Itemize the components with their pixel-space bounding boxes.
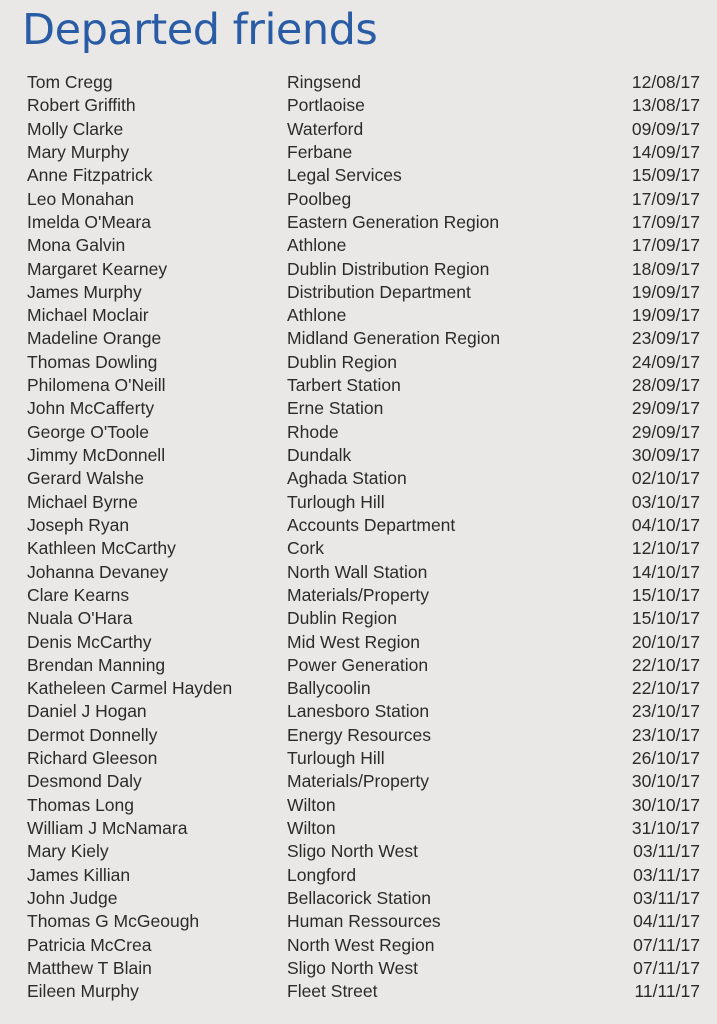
list-item [0, 677, 717, 700]
entry-name: Mona Galvin [27, 235, 126, 256]
entry-date: 22/10/17 [631, 678, 700, 699]
entry-location: Poolbeg [287, 188, 352, 209]
entry-name: Madeline Orange [27, 328, 162, 349]
entry-location: Longford [287, 864, 357, 885]
entry-name: Denis McCarthy [27, 631, 152, 652]
entry-name: Dermot Donnelly [27, 724, 158, 745]
entry-date: 23/09/17 [631, 328, 700, 349]
entry-name: Philomena O'Neill [27, 375, 166, 396]
list-item [0, 141, 717, 164]
entry-name: William J McNamara [27, 818, 188, 838]
entry-name: James Killian [27, 864, 131, 885]
entry-name: Margaret Kearney [27, 258, 168, 279]
entry-date: 03/11/17 [633, 864, 700, 885]
list-item [0, 258, 717, 281]
list-item [0, 631, 717, 654]
entry-date: 15/09/17 [631, 165, 700, 186]
list-item [0, 304, 717, 327]
list-item [0, 188, 717, 211]
list-item [0, 794, 717, 817]
entry-date: 20/10/17 [631, 631, 700, 652]
entry-name: Eileen Murphy [27, 981, 139, 1002]
entry-location: Human Ressources [287, 911, 441, 932]
entry-name: Kathleen McCarthy [27, 538, 176, 559]
entry-name: Patricia McCrea [27, 934, 152, 955]
entry-name: Tom Cregg [27, 72, 113, 92]
list-item [0, 910, 717, 933]
entry-location: Dublin Region [287, 351, 397, 372]
list-item [0, 491, 717, 514]
entry-date: 28/09/17 [631, 375, 700, 396]
list-item [0, 118, 717, 141]
entry-location: Bellacorick Station [287, 887, 431, 908]
entry-date: 22/10/17 [631, 654, 700, 675]
entry-name: Nuala O'Hara [27, 608, 133, 629]
list-item [0, 561, 717, 584]
entry-location: Sligo North West [287, 957, 418, 978]
list-item [0, 211, 717, 234]
entry-location: Ringsend [287, 72, 361, 92]
entry-date: 29/09/17 [631, 421, 700, 442]
entry-location: Accounts Department [287, 514, 456, 535]
entry-date: 02/10/17 [631, 468, 700, 489]
entry-name: Thomas Dowling [27, 351, 158, 372]
entry-name: Katheleen Carmel Hayden [27, 678, 233, 699]
entry-name: Imelda O'Meara [27, 211, 151, 232]
entry-name: Jimmy McDonnell [27, 445, 166, 465]
entry-name: Thomas Long [27, 794, 135, 815]
entry-date: 12/08/17 [631, 72, 700, 92]
entry-name: Richard Gleeson [27, 748, 158, 769]
entry-location: Ferbane [287, 141, 353, 162]
list-item [0, 281, 717, 304]
entry-name: Desmond Daly [27, 771, 142, 792]
entry-location: Athlone [287, 235, 347, 256]
entry-location: Materials/Property [287, 584, 429, 605]
list-item [0, 654, 717, 677]
entry-date: 23/10/17 [631, 701, 700, 722]
entry-date: 11/11/17 [634, 981, 700, 1002]
entry-location: Rhode [287, 421, 339, 442]
entry-location: Dublin Region [287, 608, 397, 629]
entry-date: 17/09/17 [631, 235, 700, 256]
entry-date: 03/11/17 [633, 841, 700, 862]
entry-location: Distribution Department [287, 281, 471, 302]
list-item [0, 864, 717, 887]
entry-name: John Judge [27, 887, 118, 908]
entry-name: James Murphy [27, 281, 142, 302]
entry-date: 17/09/17 [631, 188, 700, 209]
entry-date: 15/10/17 [631, 608, 700, 629]
entry-date: 30/10/17 [631, 794, 700, 815]
list-item [0, 934, 717, 957]
entry-date: 26/10/17 [631, 748, 700, 769]
list-item [0, 840, 717, 863]
list-item [0, 467, 717, 490]
entry-date: 19/09/17 [631, 281, 700, 302]
entry-date: 14/10/17 [631, 561, 700, 582]
entry-name: Joseph Ryan [27, 514, 130, 535]
page-title: Departed friends [22, 5, 378, 55]
list-item [0, 374, 717, 397]
entry-name: Mary Murphy [27, 141, 130, 162]
list-item [0, 980, 717, 1003]
departed-friends-list [0, 71, 717, 1004]
entry-location: Eastern Generation Region [287, 211, 500, 232]
entry-location: Tarbert Station [287, 375, 401, 396]
entry-location: Portlaoise [287, 95, 365, 116]
entry-date: 13/08/17 [631, 95, 700, 116]
list-item [0, 817, 717, 840]
entry-date: 23/10/17 [631, 724, 700, 745]
list-item [0, 724, 717, 747]
entry-name: Gerard Walshe [27, 468, 145, 489]
entry-name: Leo Monahan [27, 188, 135, 209]
entry-date: 07/11/17 [633, 957, 700, 978]
entry-location: Wilton [287, 794, 336, 815]
entry-date: 30/10/17 [631, 771, 700, 792]
list-item [0, 584, 717, 607]
entry-name: Michael Moclair [27, 305, 149, 326]
entry-location: Dublin Distribution Region [287, 258, 490, 279]
entry-name: John McCafferty [27, 398, 155, 419]
list-item [0, 94, 717, 117]
entry-location: Waterford [287, 118, 364, 139]
entry-name: Thomas G McGeough [27, 911, 200, 932]
list-item [0, 747, 717, 770]
list-item [0, 327, 717, 350]
entry-location: Materials/Property [287, 771, 429, 792]
entry-date: 30/09/17 [631, 445, 700, 465]
entry-date: 19/09/17 [631, 305, 700, 326]
list-item [0, 514, 717, 537]
entry-date: 07/11/17 [633, 934, 700, 955]
entry-date: 29/09/17 [631, 398, 700, 419]
entry-location: Fleet Street [287, 981, 378, 1002]
entry-location: Wilton [287, 818, 336, 838]
entry-name: George O'Toole [27, 421, 150, 442]
entry-date: 15/10/17 [631, 584, 700, 605]
entry-name: Mary Kiely [27, 841, 109, 862]
entry-location: Midland Generation Region [287, 328, 501, 349]
entry-location: Mid West Region [287, 631, 420, 652]
entry-name: Daniel J Hogan [27, 701, 147, 722]
entry-name: Johanna Devaney [27, 561, 169, 582]
entry-date: 03/11/17 [633, 887, 700, 908]
entry-date: 03/10/17 [631, 491, 700, 512]
entry-date: 31/10/17 [631, 818, 700, 838]
entry-date: 17/09/17 [631, 211, 700, 232]
entry-location: Ballycoolin [287, 678, 371, 699]
entry-name: Molly Clarke [27, 118, 124, 139]
list-item [0, 421, 717, 444]
entry-location: Turlough Hill [287, 748, 385, 769]
list-item [0, 770, 717, 793]
entry-location: North Wall Station [287, 561, 428, 582]
entry-location: Aghada Station [287, 468, 407, 489]
entry-date: 24/09/17 [631, 351, 700, 372]
entry-name: Brendan Manning [27, 654, 166, 675]
entry-name: Anne Fitzpatrick [27, 165, 153, 186]
entry-location: Energy Resources [287, 724, 431, 745]
entry-location: Turlough Hill [287, 491, 385, 512]
entry-date: 14/09/17 [631, 141, 700, 162]
list-item [0, 607, 717, 630]
entry-date: 04/11/17 [633, 911, 700, 932]
entry-name: Michael Byrne [27, 491, 138, 512]
list-item [0, 164, 717, 187]
entry-location: North West Region [287, 934, 435, 955]
entry-date: 12/10/17 [631, 538, 700, 559]
entry-name: Clare Kearns [27, 584, 130, 605]
entry-location: Erne Station [287, 398, 384, 419]
entry-date: 18/09/17 [631, 258, 700, 279]
entry-location: Lanesboro Station [287, 701, 430, 722]
list-item [0, 957, 717, 980]
entry-location: Cork [287, 538, 324, 559]
list-item [0, 887, 717, 910]
list-item [0, 397, 717, 420]
list-item [0, 444, 717, 467]
entry-date: 09/09/17 [631, 118, 700, 139]
list-item [0, 700, 717, 723]
entry-date: 04/10/17 [631, 514, 700, 535]
entry-location: Athlone [287, 305, 347, 326]
list-item [0, 71, 717, 94]
list-item [0, 537, 717, 560]
entry-location: Legal Services [287, 165, 402, 186]
entry-location: Sligo North West [287, 841, 418, 862]
list-item [0, 234, 717, 257]
entry-location: Power Generation [287, 654, 429, 675]
entry-name: Robert Griffith [27, 95, 136, 116]
entry-location: Dundalk [287, 445, 352, 465]
list-item [0, 351, 717, 374]
entry-name: Matthew T Blain [27, 957, 152, 978]
